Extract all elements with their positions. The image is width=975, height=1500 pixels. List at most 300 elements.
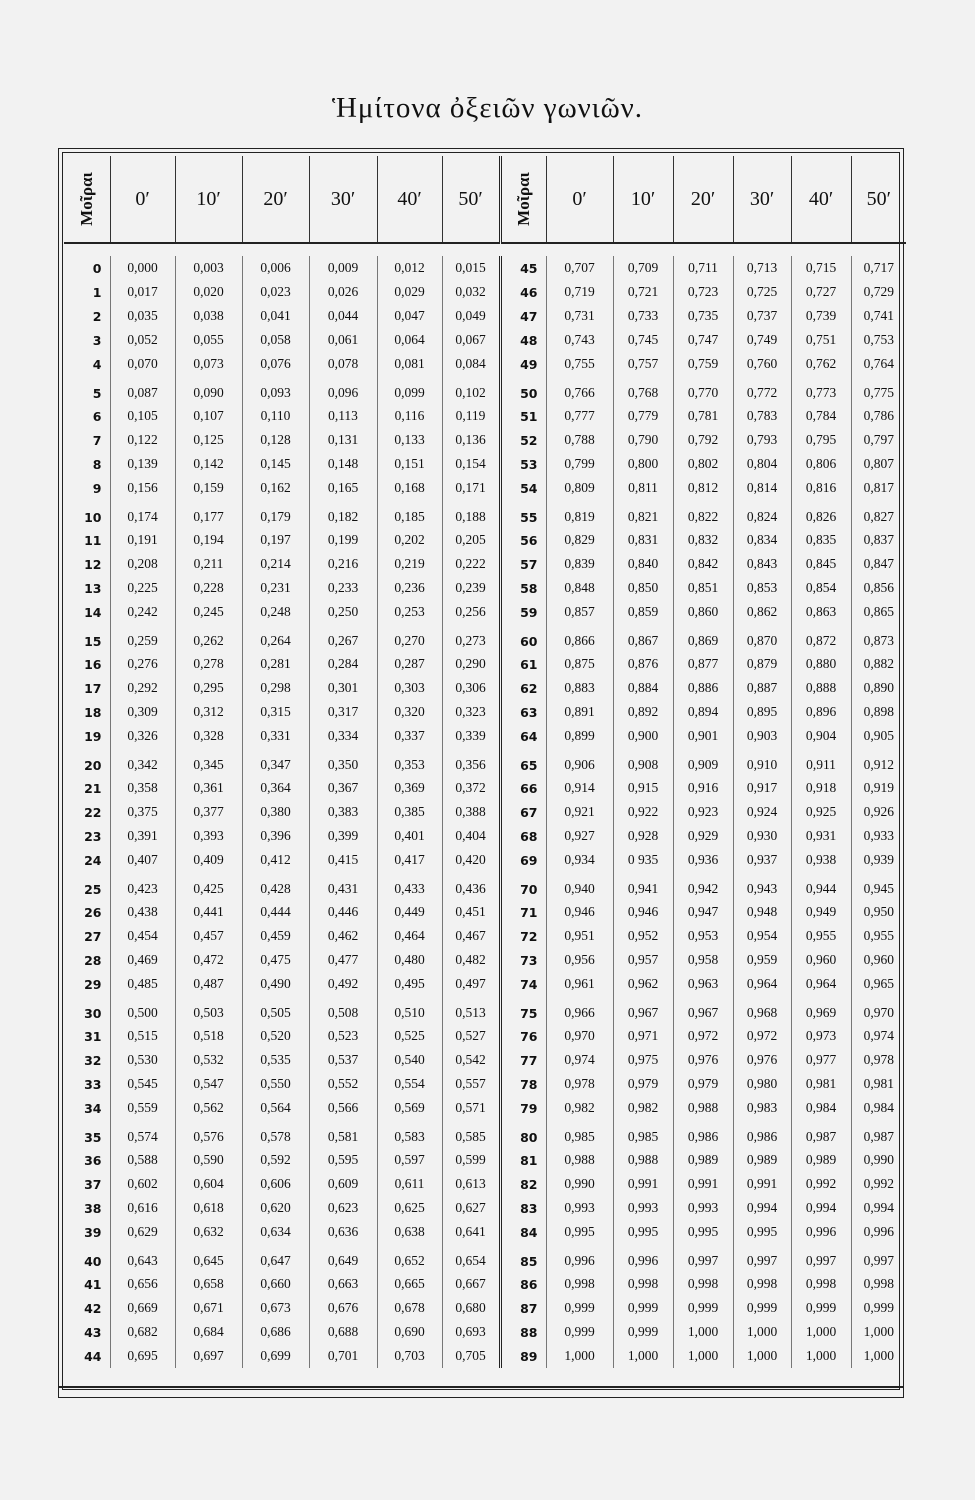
sine-value-cell: 0,632	[175, 1220, 242, 1244]
sine-value-cell: 0,705	[442, 1344, 500, 1368]
degree-cell: 85	[500, 1244, 546, 1272]
sine-value-cell: 0,492	[309, 972, 377, 996]
sine-value-cell: 0,480	[377, 948, 442, 972]
minute-header: 20′	[673, 156, 733, 243]
sine-value-cell: 0,816	[791, 476, 851, 500]
sine-value-cell: 0,139	[110, 452, 175, 476]
degree-cell: 72	[500, 924, 546, 948]
sine-value-cell: 0,652	[377, 1244, 442, 1272]
sine-value-cell: 0,936	[673, 848, 733, 872]
sine-value-cell: 0,919	[863, 780, 894, 795]
sine-value-cell: 0,982	[546, 1096, 613, 1120]
sine-value-cell: 0,482	[442, 948, 500, 972]
sine-value-cell: 0,177	[175, 500, 242, 528]
sine-value-cell: 0,900	[613, 724, 673, 748]
sine-value-cell: 0,673	[242, 1296, 309, 1320]
sine-value-cell: 0,991	[613, 1172, 673, 1196]
sine-value-cell: 0,259	[110, 624, 175, 652]
sine-value-cell: 0,729	[863, 284, 894, 299]
degree-cell: 51	[500, 404, 546, 428]
degree-cell: 87	[500, 1296, 546, 1320]
sine-value-cell: 0,999	[791, 1296, 851, 1320]
sine-value-cell: 0,845	[791, 552, 851, 576]
table-row	[64, 872, 906, 900]
sine-value-cell: 0,814	[733, 476, 791, 500]
minute-header: 40′	[377, 156, 442, 243]
sine-value-cell: 0,515	[110, 1024, 175, 1048]
sine-value-cell: 0,369	[377, 776, 442, 800]
sine-value-cell: 0,569	[377, 1096, 442, 1120]
sine-value-cell: 0,116	[377, 404, 442, 428]
sine-value-cell: 0,611	[377, 1172, 442, 1196]
sine-value-cell: 0,709	[613, 256, 673, 280]
degree-cell: 55	[500, 500, 546, 528]
sine-value-cell: 0,723	[673, 280, 733, 304]
sine-value-cell: 0,472	[175, 948, 242, 972]
sine-value-cell: 0,208	[110, 552, 175, 576]
sine-value-cell: 0,753	[863, 332, 894, 347]
sine-value-cell: 0,525	[377, 1024, 442, 1048]
sine-value-cell: 0,497	[442, 972, 500, 996]
sine-value-cell: 0,898	[863, 704, 894, 719]
sine-value-cell: 1,000	[791, 1344, 851, 1368]
sine-value-cell: 0,503	[175, 996, 242, 1024]
table-row	[64, 900, 906, 924]
sine-value-cell: 0,423	[110, 872, 175, 900]
sine-value-cell: 0,385	[377, 800, 442, 824]
sine-value-cell: 0,970	[546, 1024, 613, 1048]
sine-value-cell: 0,960	[791, 948, 851, 972]
sine-value-cell: 0,946	[613, 900, 673, 924]
degree-cell: 2	[64, 304, 110, 328]
sine-value-cell: 0,236	[377, 576, 442, 600]
sine-value-cell: 0,990	[546, 1172, 613, 1196]
table-row	[64, 328, 906, 352]
sine-value-cell: 0,921	[546, 800, 613, 824]
sine-value-cell: 0,951	[546, 924, 613, 948]
sine-value-cell: 0,985	[546, 1120, 613, 1148]
sine-value-cell: 0,703	[377, 1344, 442, 1368]
table-row	[64, 352, 906, 376]
sine-value-cell: 0,682	[110, 1320, 175, 1344]
degree-cell: 36	[64, 1148, 110, 1172]
sine-value-cell: 0,996	[546, 1244, 613, 1272]
sine-value-cell: 0,943	[733, 872, 791, 900]
sine-value-cell: 0,099	[377, 376, 442, 404]
minute-header: 20′	[242, 156, 309, 243]
sine-value-cell: 0,915	[613, 776, 673, 800]
degree-cell: 18	[64, 700, 110, 724]
sine-value-cell: 0,937	[733, 848, 791, 872]
sine-value-cell: 0,916	[673, 776, 733, 800]
sine-value-cell: 0,239	[442, 576, 500, 600]
degree-cell: 81	[500, 1148, 546, 1172]
table-row	[64, 848, 906, 872]
degree-cell: 3	[64, 328, 110, 352]
degree-cell: 86	[500, 1272, 546, 1296]
sine-value-cell: 0,693	[442, 1320, 500, 1344]
sine-value-cell: 0,976	[673, 1048, 733, 1072]
sine-value-cell: 0,532	[175, 1048, 242, 1072]
sine-value-cell: 0,955	[863, 928, 894, 943]
sine-value-cell: 0,451	[442, 900, 500, 924]
sine-value-cell: 0,477	[309, 948, 377, 972]
sine-value-cell: 0,219	[377, 552, 442, 576]
sine-value-cell: 0,875	[546, 652, 613, 676]
sine-value-cell: 0,256	[442, 600, 500, 624]
sine-value-cell: 0,606	[242, 1172, 309, 1196]
sine-value-cell: 0,739	[791, 304, 851, 328]
sine-value-cell: 0,975	[613, 1048, 673, 1072]
sine-value-cell: 0,993	[613, 1196, 673, 1220]
minute-header: 30′	[733, 156, 791, 243]
sine-value-cell: 0,925	[791, 800, 851, 824]
sine-value-cell: 0,205	[442, 528, 500, 552]
table-row	[64, 1320, 906, 1344]
sine-value-cell: 0,914	[546, 776, 613, 800]
sine-value-cell: 0,819	[546, 500, 613, 528]
sine-value-cell: 0,409	[175, 848, 242, 872]
sine-value-cell: 0,989	[791, 1148, 851, 1172]
sine-value-cell: 0,654	[442, 1244, 500, 1272]
header-row	[64, 156, 906, 243]
sine-value-cell: 0,174	[110, 500, 175, 528]
sine-value-cell: 0,863	[791, 600, 851, 624]
sine-value-cell: 0,851	[673, 576, 733, 600]
table-row	[64, 624, 906, 652]
sine-value-cell: 0,076	[242, 352, 309, 376]
table-row	[64, 576, 906, 600]
degree-cell: 61	[500, 652, 546, 676]
sine-value-cell: 0,145	[242, 452, 309, 476]
sine-value-cell: 0,963	[673, 972, 733, 996]
sine-value-cell: 0,520	[242, 1024, 309, 1048]
sine-value-cell: 0,964	[791, 972, 851, 996]
sine-value-cell: 0,821	[613, 500, 673, 528]
degree-cell: 71	[500, 900, 546, 924]
sine-value-cell: 0,749	[733, 328, 791, 352]
sine-value-cell: 0,725	[733, 280, 791, 304]
table-row	[64, 376, 906, 404]
sine-value-cell: 1,000	[791, 1320, 851, 1344]
sine-value-cell: 0,938	[791, 848, 851, 872]
sine-value-cell: 0,802	[673, 452, 733, 476]
sine-value-cell: 0,231	[242, 576, 309, 600]
degree-cell: 4	[64, 352, 110, 376]
degree-cell: 39	[64, 1220, 110, 1244]
sine-value-cell: 0,931	[791, 824, 851, 848]
sine-value-cell: 0,867	[613, 624, 673, 652]
degree-cell: 0	[64, 256, 110, 280]
degree-header-right: Μοῖραι	[500, 156, 546, 243]
sine-value-cell: 0,616	[110, 1196, 175, 1220]
degree-cell: 5	[64, 376, 110, 404]
sine-value-cell: 0,242	[110, 600, 175, 624]
sine-value-cell: 0,751	[791, 328, 851, 352]
sine-value-cell: 0,953	[673, 924, 733, 948]
sine-value-cell: 0,542	[442, 1048, 500, 1072]
sine-value-cell: 0,831	[613, 528, 673, 552]
sine-value-cell: 0,995	[673, 1220, 733, 1244]
sine-value-cell: 0,535	[242, 1048, 309, 1072]
sine-value-cell: 0,513	[442, 996, 500, 1024]
sine-value-cell: 0,287	[377, 652, 442, 676]
sine-value-cell: 0,185	[377, 500, 442, 528]
sine-value-cell: 0,733	[613, 304, 673, 328]
table-body	[64, 243, 906, 1368]
degree-cell: 42	[64, 1296, 110, 1320]
sine-value-cell: 0,438	[110, 900, 175, 924]
table-row	[64, 404, 906, 428]
degree-cell: 20	[64, 748, 110, 776]
sine-value-cell: 0,064	[377, 328, 442, 352]
sine-value-cell: 0,985	[613, 1120, 673, 1148]
sine-value-cell: 0,848	[546, 576, 613, 600]
degree-cell: 41	[64, 1272, 110, 1296]
sine-value-cell: 0,894	[673, 700, 733, 724]
sine-value-cell: 0,997	[863, 1253, 894, 1268]
sine-value-cell: 0,096	[309, 376, 377, 404]
sine-value-cell: 0,699	[242, 1344, 309, 1368]
sine-value-cell: 0,023	[242, 280, 309, 304]
sine-value-cell: 0,647	[242, 1244, 309, 1272]
sine-value-cell: 0,067	[442, 328, 500, 352]
sine-value-cell: 0,331	[242, 724, 309, 748]
sine-value-cell: 0,182	[309, 500, 377, 528]
sine-value-cell: 0,827	[863, 509, 894, 524]
sine-value-cell: 0,957	[613, 948, 673, 972]
sine-value-cell: 0,312	[175, 700, 242, 724]
sine-value-cell: 0,618	[175, 1196, 242, 1220]
sine-value-cell: 0,993	[673, 1196, 733, 1220]
sine-value-cell: 0,945	[863, 881, 894, 896]
sine-value-cell: 0,999	[613, 1320, 673, 1344]
sine-value-cell: 0,731	[546, 304, 613, 328]
sine-value-cell: 0,747	[673, 328, 733, 352]
sine-value-cell: 0,879	[733, 652, 791, 676]
sine-value-cell: 0,764	[863, 356, 894, 371]
sine-value-cell: 0,995	[613, 1220, 673, 1244]
sine-value-cell: 0,148	[309, 452, 377, 476]
sine-value-cell: 0,799	[546, 452, 613, 476]
sine-value-cell: 0,792	[673, 428, 733, 452]
sine-value-cell: 0,353	[377, 748, 442, 776]
sine-value-cell: 0,597	[377, 1148, 442, 1172]
table-row	[64, 1296, 906, 1320]
table-row	[64, 552, 906, 576]
sine-value-cell: 0,980	[733, 1072, 791, 1096]
degree-cell: 10	[64, 500, 110, 528]
sine-value-cell: 0,992	[863, 1176, 894, 1191]
degree-cell: 73	[500, 948, 546, 972]
sine-value-cell: 0,663	[309, 1272, 377, 1296]
degree-cell: 88	[500, 1320, 546, 1344]
sine-value-cell: 0,505	[242, 996, 309, 1024]
sine-value-cell: 0,105	[110, 404, 175, 428]
sine-value-cell: 0,038	[175, 304, 242, 328]
sine-value-cell: 0,982	[613, 1096, 673, 1120]
sine-value-cell: 0,407	[110, 848, 175, 872]
sine-value-cell: 0,997	[673, 1244, 733, 1272]
degree-cell: 44	[64, 1344, 110, 1368]
sine-value-cell: 0,762	[791, 352, 851, 376]
sine-value-cell: 0,113	[309, 404, 377, 428]
sine-value-cell: 0,487	[175, 972, 242, 996]
sine-value-cell: 0,793	[733, 428, 791, 452]
sine-value-cell: 0,425	[175, 872, 242, 900]
sine-value-cell: 0,592	[242, 1148, 309, 1172]
degree-cell: 46	[500, 280, 546, 304]
table-row	[64, 676, 906, 700]
minute-header: 0′	[110, 156, 175, 243]
table-row	[64, 724, 906, 748]
sine-value-cell: 0,636	[309, 1220, 377, 1244]
sine-value-cell: 0,866	[546, 624, 613, 652]
sine-value-cell: 0,950	[863, 904, 894, 919]
table-row	[64, 1172, 906, 1196]
sine-value-cell: 0,773	[791, 376, 851, 404]
sine-value-cell: 0,337	[377, 724, 442, 748]
sine-value-cell: 0,996	[863, 1224, 894, 1239]
sine-value-cell: 0,719	[546, 280, 613, 304]
sine-value-cell: 0,996	[791, 1220, 851, 1244]
sine-value-cell: 0,978	[546, 1072, 613, 1096]
sine-value-cell: 0,755	[546, 352, 613, 376]
sine-value-cell: 0,049	[442, 304, 500, 328]
sine-value-cell: 1,000	[863, 1324, 894, 1339]
sine-value-cell: 0,870	[733, 624, 791, 652]
sine-value-cell: 0,248	[242, 600, 309, 624]
sine-value-cell: 0,996	[613, 1244, 673, 1272]
sine-value-cell: 1,000	[733, 1344, 791, 1368]
sine-value-cell: 0,854	[791, 576, 851, 600]
sine-value-cell: 0,119	[442, 404, 500, 428]
sine-value-cell: 0,992	[791, 1172, 851, 1196]
sine-value-cell: 0,939	[863, 852, 894, 867]
degree-cell: 15	[64, 624, 110, 652]
sine-value-cell: 0,976	[733, 1048, 791, 1072]
sine-value-cell: 0,964	[733, 972, 791, 996]
sine-value-cell: 0,772	[733, 376, 791, 404]
degree-cell: 63	[500, 700, 546, 724]
sine-value-cell: 0,459	[242, 924, 309, 948]
degree-cell: 69	[500, 848, 546, 872]
sine-value-cell: 0,911	[791, 748, 851, 776]
sine-value-cell: 0,464	[377, 924, 442, 948]
sine-value-cell: 0,967	[613, 996, 673, 1024]
sine-value-cell: 0,837	[863, 532, 894, 547]
sine-value-cell: 0,290	[442, 652, 500, 676]
sine-value-cell: 0,122	[110, 428, 175, 452]
degree-cell: 14	[64, 600, 110, 624]
sine-value-cell: 0,955	[791, 924, 851, 948]
sine-value-cell: 0,306	[442, 676, 500, 700]
sine-value-cell: 0,508	[309, 996, 377, 1024]
table-row	[64, 428, 906, 452]
table-row	[64, 1344, 906, 1368]
sine-value-cell: 0,899	[546, 724, 613, 748]
sine-value-cell: 0,995	[546, 1220, 613, 1244]
sine-value-cell: 0,998	[673, 1272, 733, 1296]
minute-header: 10′	[175, 156, 242, 243]
table-row	[64, 304, 906, 328]
sine-value-cell: 0,678	[377, 1296, 442, 1320]
degree-cell: 65	[500, 748, 546, 776]
sine-value-cell: 0,990	[863, 1152, 894, 1167]
sine-value-cell: 0,199	[309, 528, 377, 552]
sine-value-cell: 0,602	[110, 1172, 175, 1196]
degree-cell: 76	[500, 1024, 546, 1048]
sine-value-cell: 0,545	[110, 1072, 175, 1096]
sine-value-cell: 0,713	[733, 256, 791, 280]
sine-value-cell: 0,530	[110, 1048, 175, 1072]
sine-value-cell: 0,891	[546, 700, 613, 724]
sine-value-cell: 0,564	[242, 1096, 309, 1120]
sine-value-cell: 0,159	[175, 476, 242, 500]
sine-value-cell: 0,641	[442, 1220, 500, 1244]
sine-value-cell: 0,998	[791, 1272, 851, 1296]
sine-value-cell: 0,850	[613, 576, 673, 600]
sine-value-cell: 0,707	[546, 256, 613, 280]
sine-value-cell: 0,627	[442, 1196, 500, 1220]
sine-value-cell: 0,770	[673, 376, 733, 404]
sine-value-cell: 0,969	[791, 996, 851, 1024]
sine-value-cell: 0,658	[175, 1272, 242, 1296]
sine-value-cell: 0,527	[442, 1024, 500, 1048]
degree-cell: 54	[500, 476, 546, 500]
sine-value-cell: 0,817	[863, 480, 894, 495]
sine-value-cell: 0,997	[791, 1244, 851, 1272]
sine-value-cell: 0,228	[175, 576, 242, 600]
degree-cell: 58	[500, 576, 546, 600]
sine-value-cell: 0,684	[175, 1320, 242, 1344]
sine-value-cell: 0,717	[863, 260, 894, 275]
sine-value-cell: 0,102	[442, 376, 500, 404]
sine-value-cell: 0,326	[110, 724, 175, 748]
sine-value-cell: 0,428	[242, 872, 309, 900]
table-row	[64, 256, 906, 280]
sine-value-cell: 0,035	[110, 304, 175, 328]
sine-value-cell: 0,270	[377, 624, 442, 652]
sine-value-cell: 0,136	[442, 428, 500, 452]
sine-value-cell: 0,188	[442, 500, 500, 528]
sine-value-cell: 0,660	[242, 1272, 309, 1296]
sine-value-cell: 0,554	[377, 1072, 442, 1096]
sine-value-cell: 0,303	[377, 676, 442, 700]
sine-value-cell: 0,211	[175, 552, 242, 576]
degree-cell: 49	[500, 352, 546, 376]
sine-value-cell: 0,872	[791, 624, 851, 652]
degree-cell: 38	[64, 1196, 110, 1220]
sine-value-cell: 0,999	[613, 1296, 673, 1320]
sine-value-cell: 0,853	[733, 576, 791, 600]
sine-value-cell: 0,446	[309, 900, 377, 924]
sine-value-cell: 0,680	[442, 1296, 500, 1320]
sine-value-cell: 0,994	[733, 1196, 791, 1220]
sine-value-cell: 0,903	[733, 724, 791, 748]
sine-value-cell: 0,933	[863, 828, 894, 843]
degree-cell: 78	[500, 1072, 546, 1096]
sine-value-cell: 0,847	[863, 556, 894, 571]
sine-value-cell: 0,991	[673, 1172, 733, 1196]
sine-value-cell: 0,444	[242, 900, 309, 924]
table-row	[64, 700, 906, 724]
sine-value-cell: 0,087	[110, 376, 175, 404]
degree-cell: 28	[64, 948, 110, 972]
sine-value-cell: 1,000	[673, 1344, 733, 1368]
table-row	[64, 1120, 906, 1148]
degree-cell: 68	[500, 824, 546, 848]
